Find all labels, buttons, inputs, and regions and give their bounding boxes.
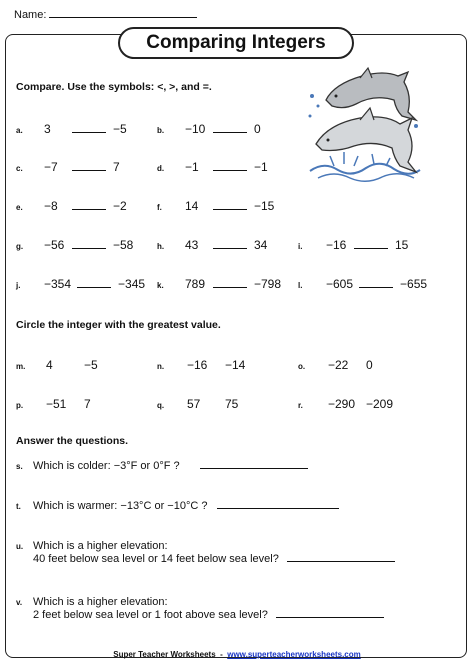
option-integer[interactable]: −209 bbox=[366, 397, 394, 411]
compare-problem bbox=[157, 238, 267, 252]
right-integer: 0 bbox=[254, 122, 261, 136]
compare-problem bbox=[16, 199, 127, 213]
problem-label: e. bbox=[16, 203, 23, 212]
question-line-2: 2 feet below sea level or 1 foot above sea level? bbox=[33, 609, 268, 621]
compare-problem bbox=[16, 238, 133, 252]
footer-brand: Super Teacher Worksheets bbox=[113, 650, 216, 659]
compare-problem bbox=[16, 277, 145, 291]
left-integer: 14 bbox=[185, 199, 199, 213]
question-line-1: Which is colder: −3°F or 0°F ? bbox=[33, 460, 180, 472]
option-integer[interactable]: −51 bbox=[46, 397, 67, 411]
left-integer: 3 bbox=[44, 122, 51, 136]
page-title: Comparing Integers bbox=[146, 32, 326, 53]
option-integer[interactable]: 57 bbox=[187, 397, 201, 411]
question-line-1: Which is warmer: −13°C or −10°C ? bbox=[33, 500, 208, 512]
left-integer: −1 bbox=[185, 160, 199, 174]
question-line-1: Which is a higher elevation: bbox=[33, 540, 168, 552]
compare-problem bbox=[298, 277, 427, 291]
option-integer[interactable]: −14 bbox=[225, 358, 246, 372]
problem-label: a. bbox=[16, 126, 23, 135]
problem-label: f. bbox=[157, 203, 162, 212]
answer-blank[interactable] bbox=[77, 286, 111, 288]
right-integer: −655 bbox=[400, 277, 428, 291]
answer-blank[interactable] bbox=[72, 169, 106, 171]
problem-label: n. bbox=[157, 362, 165, 371]
compare-problem bbox=[298, 238, 408, 252]
answer-blank[interactable] bbox=[213, 131, 247, 133]
dolphins-icon bbox=[304, 66, 424, 186]
option-integer[interactable]: 0 bbox=[366, 358, 373, 372]
right-integer: −1 bbox=[254, 160, 268, 174]
compare-problem bbox=[157, 160, 268, 174]
problem-label: q. bbox=[157, 401, 165, 410]
compare-problem bbox=[16, 122, 127, 136]
left-integer: 43 bbox=[185, 238, 199, 252]
question-text bbox=[33, 553, 395, 565]
section-circle-heading: Circle the integer with the greatest value. bbox=[16, 319, 221, 331]
section-questions-heading: Answer the questions. bbox=[16, 435, 129, 447]
left-integer: 789 bbox=[185, 277, 206, 291]
footer bbox=[0, 650, 474, 659]
answer-blank[interactable] bbox=[213, 286, 247, 288]
compare-problem bbox=[157, 122, 261, 136]
right-integer: −345 bbox=[118, 277, 146, 291]
problem-label: g. bbox=[16, 242, 24, 251]
answer-line[interactable] bbox=[287, 560, 395, 562]
left-integer: −56 bbox=[44, 238, 65, 252]
left-integer: −10 bbox=[185, 122, 206, 136]
problem-label: j. bbox=[16, 281, 21, 290]
answer-line[interactable] bbox=[200, 467, 308, 469]
question-text bbox=[33, 609, 384, 621]
question-label: s. bbox=[16, 462, 23, 471]
option-integer[interactable]: 4 bbox=[46, 358, 53, 372]
question-label: v. bbox=[16, 598, 23, 607]
problem-label: i. bbox=[298, 242, 303, 251]
question-text bbox=[33, 596, 168, 608]
answer-blank[interactable] bbox=[213, 208, 247, 210]
circle-problem bbox=[157, 397, 238, 411]
name-label bbox=[14, 9, 197, 21]
right-integer: −15 bbox=[254, 199, 275, 213]
answer-blank[interactable] bbox=[72, 208, 106, 210]
problem-label: d. bbox=[157, 164, 165, 173]
problem-label: p. bbox=[16, 401, 24, 410]
question-text bbox=[33, 460, 308, 472]
right-integer: −58 bbox=[113, 238, 134, 252]
circle-problem bbox=[157, 358, 245, 372]
left-integer: −16 bbox=[326, 238, 347, 252]
answer-blank[interactable] bbox=[72, 247, 106, 249]
option-integer[interactable]: 75 bbox=[225, 397, 239, 411]
problem-label: c. bbox=[16, 164, 23, 173]
question-label: u. bbox=[16, 542, 24, 551]
option-integer[interactable]: −5 bbox=[84, 358, 98, 372]
option-integer[interactable]: −290 bbox=[328, 397, 356, 411]
left-integer: −7 bbox=[44, 160, 58, 174]
problem-label: o. bbox=[298, 362, 306, 371]
right-integer: −5 bbox=[113, 122, 127, 136]
answer-line[interactable] bbox=[217, 507, 339, 509]
dolphins-illustration bbox=[304, 66, 424, 186]
circle-problem bbox=[16, 397, 91, 411]
right-integer: 15 bbox=[395, 238, 409, 252]
problem-label: m. bbox=[16, 362, 26, 371]
left-integer: −605 bbox=[326, 277, 354, 291]
compare-problem bbox=[157, 199, 274, 213]
problem-label: l. bbox=[298, 281, 303, 290]
footer-url-link[interactable]: www.superteacherworksheets.com bbox=[227, 650, 361, 659]
left-integer: −354 bbox=[44, 277, 72, 291]
problem-label: h. bbox=[157, 242, 165, 251]
question-label: t. bbox=[16, 502, 21, 511]
option-integer[interactable]: −22 bbox=[328, 358, 349, 372]
option-integer[interactable]: −16 bbox=[187, 358, 208, 372]
section-compare-heading: Compare. Use the symbols: <, >, and =. bbox=[16, 81, 212, 93]
circle-problem bbox=[16, 358, 98, 372]
question-line-2: 40 feet below sea level or 14 feet below sea level? bbox=[33, 553, 279, 565]
question-text bbox=[33, 540, 168, 552]
right-integer: −798 bbox=[254, 277, 282, 291]
right-integer: 7 bbox=[113, 160, 120, 174]
answer-blank[interactable] bbox=[213, 169, 247, 171]
problem-label: b. bbox=[157, 126, 165, 135]
circle-problem bbox=[298, 397, 393, 411]
right-integer: −2 bbox=[113, 199, 127, 213]
right-integer: 34 bbox=[254, 238, 268, 252]
answer-blank[interactable] bbox=[72, 131, 106, 133]
answer-blank[interactable] bbox=[359, 286, 393, 288]
left-integer: −8 bbox=[44, 199, 58, 213]
question-line-1: Which is a higher elevation: bbox=[33, 596, 168, 608]
option-integer[interactable]: 7 bbox=[84, 397, 91, 411]
title-banner bbox=[118, 27, 354, 59]
compare-problem bbox=[157, 277, 281, 291]
answer-line[interactable] bbox=[276, 616, 384, 618]
circle-problem bbox=[298, 358, 373, 372]
compare-problem bbox=[16, 160, 120, 174]
footer-separator: - bbox=[215, 650, 228, 659]
problem-label: r. bbox=[298, 401, 303, 410]
answer-blank[interactable] bbox=[354, 247, 388, 249]
answer-blank[interactable] bbox=[213, 247, 247, 249]
name-field[interactable] bbox=[49, 16, 197, 18]
problem-label: k. bbox=[157, 281, 164, 290]
question-text bbox=[33, 500, 339, 512]
name-label-text: Name: bbox=[14, 9, 47, 21]
